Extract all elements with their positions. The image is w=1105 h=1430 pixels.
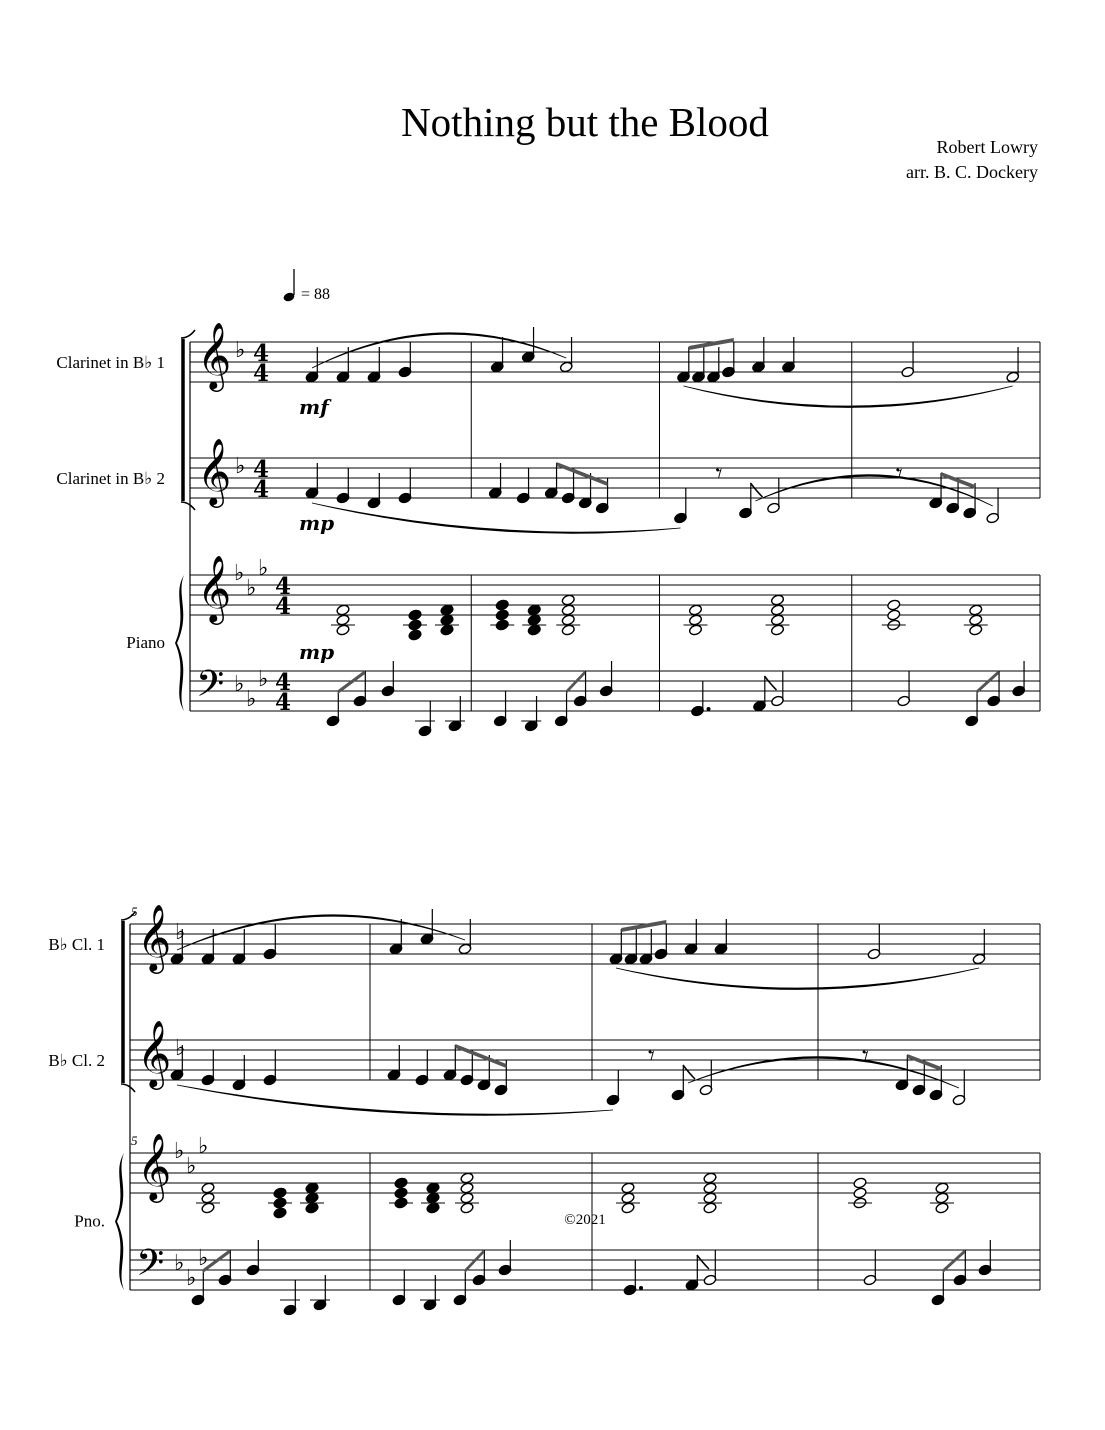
eighth-rest-icon: 𝄾 [648,1041,655,1071]
treble-clef-icon: 𝄞 [137,1019,172,1087]
arranger: arr. B. C. Dockery [906,162,1038,182]
chord-note-head [703,1202,717,1214]
measure-number: 5 [131,1133,138,1148]
beam [689,338,734,350]
beam [566,670,585,694]
slur [684,386,1013,408]
time-signature-bottom: 4 [253,476,270,503]
chord-note-head [408,629,422,641]
time-signature-top: 4 [253,456,270,483]
chord-note-head [527,614,541,626]
dynamic-clarinet2: mp [299,511,335,535]
chord-note-head [561,614,575,626]
beam [338,670,365,694]
treble-clef-icon: 𝄞 [137,903,172,971]
time-signature-top: 4 [275,573,292,600]
bracket-hook [181,502,195,510]
chord-note-head [935,1192,949,1204]
eighth-flag [683,1065,695,1079]
chord-note-head [460,1202,474,1214]
instrument-label: Pno. [74,1211,105,1231]
augmentation-dot [639,1286,643,1290]
flat-accidental: ♭ [258,556,269,581]
instrument-label: Clarinet in B♭ 2 [56,469,165,488]
beam [557,462,608,486]
system-2 [48,903,1040,1316]
title: Nothing but the Blood [401,99,769,145]
chord-note-head [561,624,575,636]
bass-clef-icon: 𝄢 [196,663,225,714]
chord-note-head [703,1182,717,1194]
copyright: ©2021 [564,1212,606,1228]
chord-note-head [305,1192,319,1204]
chord-note-head [440,614,454,626]
system-1 [56,321,1040,737]
measure-number: 5 [131,904,138,919]
chord-note-head [440,624,454,636]
eighth-rest-icon: 𝄾 [715,459,723,489]
treble-clef-icon: 𝄞 [197,554,232,622]
chord-note-head [688,624,702,636]
tempo-bpm: = 88 [301,286,331,303]
flat-accidental: ♭ [175,920,186,945]
time-signature-top: 4 [275,669,292,696]
flat-accidental: ♭ [246,687,257,712]
dynamic-clarinet1: mf [299,395,329,419]
chord-note-head [460,1192,474,1204]
chord-note-head [935,1202,949,1214]
flat-accidental: ♭ [235,338,246,363]
tempo-marking [282,269,330,303]
composer: Robert Lowry [936,137,1038,157]
beam [455,1044,506,1068]
treble-clef-icon: 𝄞 [137,1132,172,1200]
instrument-label: Clarinet in B♭ 1 [56,353,165,372]
beam [621,920,666,932]
chord-note-head [703,1192,717,1204]
time-signature-bottom: 4 [275,593,292,620]
instrument-label: B♭ Cl. 1 [48,935,105,954]
chord-note-head [336,614,350,626]
slur [312,333,566,368]
flat-accidental: ♭ [186,1266,197,1291]
chord-note-head [201,1192,215,1204]
chord-note-head [426,1192,440,1204]
time-signature-bottom: 4 [275,689,292,716]
chord-note-head [201,1202,215,1214]
eighth-rest-icon: 𝄾 [895,459,903,489]
time-signature-bottom: 4 [253,360,270,387]
flat-accidental: ♭ [234,672,245,697]
chord-note-head [527,624,541,636]
beam [465,1249,484,1273]
instrument-label: Piano [126,633,165,652]
chord-note-head [688,614,702,626]
chord-note-head [394,1187,408,1199]
eighth-flag [765,676,777,690]
chord-note-head [495,609,509,621]
chord-note-head [887,609,901,621]
chord-note-head [621,1202,635,1214]
chord-note-head [426,1202,440,1214]
flat-accidental: ♭ [198,1246,209,1271]
eighth-rest-icon: 𝄾 [862,1041,869,1071]
treble-clef-icon: 𝄞 [197,437,232,505]
chord-note-head [770,604,784,616]
flat-accidental: ♭ [258,667,269,692]
brace [175,575,184,711]
flat-accidental: ♭ [234,561,245,586]
eighth-flag [751,483,763,497]
chord-note-head [273,1207,287,1219]
slur [312,503,681,533]
eighth-flag [697,1255,709,1269]
chord-note-head [770,624,784,636]
beam [943,1249,965,1273]
slur [616,968,979,990]
flat-accidental: ♭ [174,1251,185,1276]
chord-note-head [853,1187,867,1199]
flat-accidental: ♭ [174,1139,185,1164]
flat-accidental: ♭ [175,1036,186,1061]
slur [177,1085,613,1115]
slur [177,915,465,950]
treble-clef-icon: 𝄞 [197,321,232,389]
chord-note-head [770,614,784,626]
chord-note-head [621,1192,635,1204]
instrument-label: B♭ Cl. 2 [48,1051,105,1070]
chord-note-head [305,1202,319,1214]
chord-note-head [561,604,575,616]
brace [115,1153,124,1290]
flat-accidental: ♭ [246,576,257,601]
augmentation-dot [707,707,711,711]
bass-clef-icon: 𝄢 [136,1242,165,1293]
chord-note-head [969,624,983,636]
chord-note-head [969,614,983,626]
chord-note-head [460,1182,474,1194]
dynamic-piano: mp [299,640,335,664]
bracket-hook [121,1084,135,1092]
flat-accidental: ♭ [198,1134,209,1159]
flat-accidental: ♭ [235,454,246,479]
bracket-hook [181,330,195,338]
time-signature-top: 4 [253,340,270,367]
flat-accidental: ♭ [186,1154,197,1179]
chord-note-head [336,624,350,636]
beam [977,670,999,694]
